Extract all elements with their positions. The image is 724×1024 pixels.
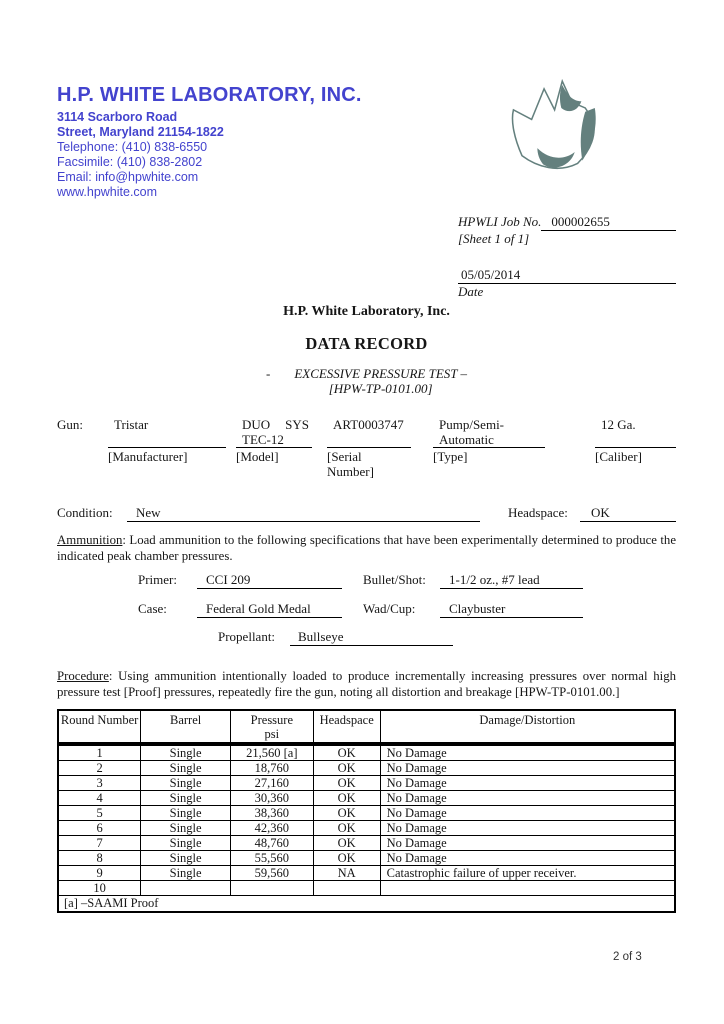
type-value: Pump/Semi-Automatic (433, 418, 545, 448)
field-caliber (595, 418, 676, 479)
header-damage: Damage/Distortion (380, 710, 675, 742)
cell-damage: No Damage (380, 745, 675, 760)
case-value: Federal Gold Medal (197, 601, 342, 618)
model-word-1: DUO (242, 417, 271, 432)
subtitle-lines (294, 366, 467, 396)
caliber-caption: [Caliber] (595, 449, 642, 464)
model-word-2: SYS (285, 417, 309, 432)
cell-barrel: Single (141, 775, 231, 790)
ammunition-label: Ammunition (57, 533, 123, 547)
report-company-title: H.P. White Laboratory, Inc. (283, 304, 450, 319)
table-row (58, 820, 675, 835)
table-row (58, 880, 675, 895)
cell-damage: No Damage (380, 835, 675, 850)
header-round-number: Round Number (58, 710, 141, 742)
caliber-value: 12 Ga. (595, 418, 676, 448)
cell-headspace: OK (313, 850, 380, 865)
procedure-text: : Using ammunition intentionally loaded to produce incrementally increasing pressures over normal high pressure test [Proof] pressures, repeatedly fire the gun, noting all distortion and breakage [HPW-TP-0101.00.] (57, 669, 676, 699)
table-row (58, 775, 675, 790)
date-label: Date (458, 284, 484, 299)
condition-value: New (127, 505, 480, 522)
table-row (58, 790, 675, 805)
test-subtitle (57, 366, 676, 396)
propellant-row (57, 629, 676, 646)
table-header-row (58, 710, 675, 742)
headspace-label: Headspace: (508, 505, 568, 520)
cell-round: 5 (58, 805, 141, 820)
cell-barrel (141, 880, 231, 895)
serial-number-value: ART0003747 (327, 418, 411, 448)
address-line-2: Street, Maryland 21154-1822 (57, 125, 224, 139)
subtitle-line-2: [HPW-TP-0101.00] (328, 381, 433, 396)
table-row (58, 850, 675, 865)
date-block (458, 267, 676, 300)
type-caption: [Type] (433, 449, 468, 464)
propellant-value: Bullseye (290, 629, 453, 646)
model-caption: [Model] (236, 449, 279, 464)
cell-damage: No Damage (380, 760, 675, 775)
cell-headspace: OK (313, 835, 380, 850)
page-number: 2 of 3 (613, 951, 642, 963)
letterhead-company-name: H.P. WHITE LABORATORY, INC. (57, 84, 362, 106)
model-line-2: TEC-12 (242, 431, 284, 447)
email-line: Email: info@hpwhite.com (57, 170, 199, 184)
cell-damage: No Damage (380, 790, 675, 805)
website-line: www.hpwhite.com (57, 185, 158, 199)
field-serial-number (327, 418, 411, 479)
cell-round: 1 (58, 745, 141, 760)
data-table (57, 709, 676, 913)
headspace-value: OK (580, 505, 676, 522)
condition-row (57, 505, 676, 522)
table-row (58, 745, 675, 760)
gun-label: Gun: (57, 417, 83, 432)
cell-barrel: Single (141, 835, 231, 850)
cell-pressure: 21,560 [a] (230, 745, 313, 760)
sheet-label: [Sheet 1 of 1] (458, 231, 530, 246)
cell-damage: Catastrophic failure of upper receiver. (380, 865, 675, 880)
cell-pressure: 18,760 (230, 760, 313, 775)
cell-round: 7 (58, 835, 141, 850)
job-block (458, 214, 676, 300)
case-label: Case: (138, 601, 167, 616)
propellant-label: Propellant: (218, 629, 276, 644)
table-row (58, 760, 675, 775)
cell-headspace: OK (313, 775, 380, 790)
model-value (236, 418, 312, 448)
address-line-1: 3114 Scarboro Road (57, 110, 178, 124)
gap-spacer (342, 572, 363, 589)
cell-pressure: 30,360 (230, 790, 313, 805)
cell-headspace: OK (313, 805, 380, 820)
table-row (58, 835, 675, 850)
cell-barrel: Single (141, 790, 231, 805)
job-number-row (458, 214, 676, 231)
header-pressure (230, 710, 313, 742)
cell-pressure: 42,360 (230, 820, 313, 835)
cell-pressure (230, 880, 313, 895)
procedure-label: Procedure (57, 669, 109, 683)
gun-section (57, 418, 676, 479)
cell-barrel: Single (141, 850, 231, 865)
cell-headspace (313, 880, 380, 895)
manufacturer-caption: [Manufacturer] (108, 449, 188, 464)
header-pressure-line-1: Pressure (250, 713, 294, 727)
facsimile-line: Facsimile: (410) 838-2802 (57, 155, 203, 169)
cell-round: 3 (58, 775, 141, 790)
cell-headspace: NA (313, 865, 380, 880)
field-model (236, 418, 312, 479)
header-pressure-line-2: psi (264, 727, 280, 741)
ammunition-paragraph (57, 532, 676, 564)
cell-round: 4 (58, 790, 141, 805)
model-line-1 (242, 418, 309, 433)
cell-pressure: 27,160 (230, 775, 313, 790)
bullet-shot-value: 1-1/2 oz., #7 lead (440, 572, 583, 589)
cell-damage: No Damage (380, 805, 675, 820)
document-title: DATA RECORD (305, 334, 428, 353)
data-table-body (58, 745, 675, 895)
header-headspace: Headspace (313, 710, 380, 742)
field-type (433, 418, 545, 479)
bullet-shot-label: Bullet/Shot: (363, 572, 426, 587)
cell-pressure: 59,560 (230, 865, 313, 880)
cell-damage: No Damage (380, 775, 675, 790)
cell-damage: No Damage (380, 850, 675, 865)
table-row (58, 865, 675, 880)
cell-pressure: 55,560 (230, 850, 313, 865)
cell-headspace: OK (313, 820, 380, 835)
table-footnote-row (58, 895, 675, 912)
cell-pressure: 48,760 (230, 835, 313, 850)
table-footnote: [a] –SAAMI Proof (58, 895, 675, 912)
letterhead (57, 84, 676, 200)
cell-pressure: 38,360 (230, 805, 313, 820)
cell-round: 6 (58, 820, 141, 835)
letterhead-address (57, 110, 676, 200)
cell-round: 10 (58, 880, 141, 895)
cell-barrel: Single (141, 745, 231, 760)
table-row (58, 805, 675, 820)
serial-number-caption: [Serial Number] (327, 449, 374, 479)
job-number-value: 000002655 (541, 214, 676, 231)
cell-barrel: Single (141, 820, 231, 835)
job-number-label: HPWLI Job No. (458, 214, 542, 229)
cell-headspace: OK (313, 790, 380, 805)
date-value: 05/05/2014 (458, 267, 676, 284)
cell-round: 9 (58, 865, 141, 880)
primer-bullet-row (57, 572, 676, 589)
gap-spacer (342, 601, 363, 618)
primer-value: CCI 209 (197, 572, 342, 589)
wad-cup-value: Claybuster (440, 601, 583, 618)
primer-label: Primer: (138, 572, 177, 587)
cell-damage: No Damage (380, 820, 675, 835)
cell-barrel: Single (141, 865, 231, 880)
manufacturer-value: Tristar (108, 418, 226, 448)
case-wad-row (57, 601, 676, 618)
header-barrel: Barrel (141, 710, 231, 742)
subtitle-dash: - (265, 366, 271, 381)
field-manufacturer (108, 418, 226, 479)
cell-round: 2 (58, 760, 141, 775)
ammunition-text: : Load ammunition to the following specifications that have been experimentally determined to produce the indicated peak chamber pressures. (57, 533, 676, 563)
cell-damage (380, 880, 675, 895)
table-header (58, 710, 675, 745)
telephone-line: Telephone: (410) 838-6550 (57, 140, 208, 154)
procedure-paragraph (57, 668, 676, 700)
cell-barrel: Single (141, 760, 231, 775)
wad-cup-label: Wad/Cup: (363, 601, 416, 616)
page-content (57, 0, 676, 913)
subtitle-line-1: EXCESSIVE PRESSURE TEST – (294, 366, 468, 381)
cell-barrel: Single (141, 805, 231, 820)
condition-label: Condition: (57, 505, 113, 520)
cell-round: 8 (58, 850, 141, 865)
cell-headspace: OK (313, 745, 380, 760)
cell-headspace: OK (313, 760, 380, 775)
